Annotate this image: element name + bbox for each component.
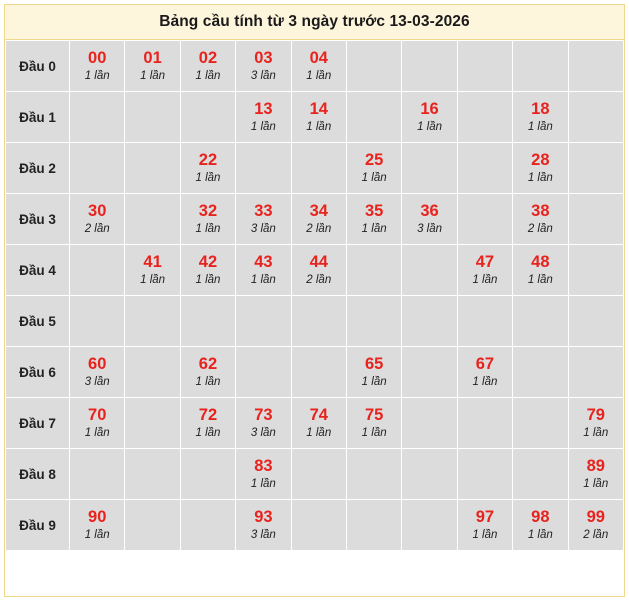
cell-count: 1 lần xyxy=(472,375,498,388)
cell-r8-c6 xyxy=(402,449,457,500)
cell-count: 1 lần xyxy=(195,222,221,235)
cell-r4-c2 xyxy=(180,245,235,296)
cell-r4-c0 xyxy=(70,245,125,296)
cell-r7-c9 xyxy=(568,398,623,449)
cell-r8-c5 xyxy=(346,449,401,500)
cell-r5-c7 xyxy=(457,296,512,347)
cell-r9-c4 xyxy=(291,500,346,551)
cell-r1-c1 xyxy=(125,92,180,143)
cell-count: 1 lần xyxy=(472,528,498,541)
cell-r2-c8 xyxy=(513,143,568,194)
cell-number: 16 xyxy=(420,99,439,118)
row-header-2: Đầu 2 xyxy=(6,143,70,194)
cell-number: 28 xyxy=(531,150,550,169)
cell-r3-c7 xyxy=(457,194,512,245)
cell-r7-c1 xyxy=(125,398,180,449)
cell-number: 35 xyxy=(364,201,384,220)
cell-number: 74 xyxy=(309,405,328,424)
cell-number: 36 xyxy=(420,201,439,220)
cell-r6-c1 xyxy=(125,347,180,398)
cell-r5-c8 xyxy=(513,296,568,347)
cell-count: 3 lần xyxy=(250,426,276,439)
cell-r0-c5 xyxy=(346,41,401,92)
cell-r9-c9 xyxy=(568,500,623,551)
cell-count: 1 lần xyxy=(306,69,332,82)
cell-r8-c9 xyxy=(568,449,623,500)
cell-number: 04 xyxy=(309,48,328,67)
cell-r2-c7 xyxy=(457,143,512,194)
cell-number: 14 xyxy=(309,99,328,118)
cell-number: 65 xyxy=(364,354,384,373)
cell-r4-c6 xyxy=(402,245,457,296)
cell-number: 32 xyxy=(198,201,218,220)
cell-number: 01 xyxy=(143,48,162,67)
cell-r0-c2 xyxy=(180,41,235,92)
cell-r6-c0 xyxy=(70,347,125,398)
cell-number: 13 xyxy=(254,99,273,118)
cell-r4-c7 xyxy=(457,245,512,296)
cell-r9-c8 xyxy=(513,500,568,551)
cell-r5-c3 xyxy=(236,296,291,347)
cell-r0-c1 xyxy=(125,41,180,92)
cell-r3-c0 xyxy=(70,194,125,245)
cell-count: 1 lần xyxy=(140,273,166,286)
page-title: Bảng cầu tính từ 3 ngày trước 13-03-2026 xyxy=(159,13,470,30)
cell-count: 1 lần xyxy=(361,375,387,388)
cell-count: 1 lần xyxy=(250,120,276,133)
cell-r0-c7 xyxy=(457,41,512,92)
cau-grid-body xyxy=(6,41,624,551)
cell-r7-c4 xyxy=(291,398,346,449)
cell-r5-c1 xyxy=(125,296,180,347)
row-header-4: Đầu 4 xyxy=(6,245,70,296)
cell-r5-c2 xyxy=(180,296,235,347)
cell-count: 1 lần xyxy=(140,69,166,82)
cell-r6-c6 xyxy=(402,347,457,398)
cell-count: 1 lần xyxy=(250,477,276,490)
cell-r1-c9 xyxy=(568,92,623,143)
cell-number: 99 xyxy=(586,507,605,526)
cell-r3-c2 xyxy=(180,194,235,245)
cell-number: 25 xyxy=(364,150,384,169)
cell-count: 3 lần xyxy=(417,222,442,235)
table-row xyxy=(6,347,624,398)
table-row xyxy=(6,92,624,143)
cell-r6-c5 xyxy=(346,347,401,398)
cell-r4-c8 xyxy=(513,245,568,296)
cell-count: 1 lần xyxy=(195,273,221,286)
cell-r4-c9 xyxy=(568,245,623,296)
cell-r6-c9 xyxy=(568,347,623,398)
cell-number: 67 xyxy=(475,354,495,373)
cell-r1-c3 xyxy=(236,92,291,143)
cell-r2-c2 xyxy=(180,143,235,194)
cell-r5-c4 xyxy=(291,296,346,347)
cau-table-container xyxy=(4,4,625,597)
cell-r9-c0 xyxy=(70,500,125,551)
cell-number: 42 xyxy=(198,252,218,271)
cell-number: 22 xyxy=(198,150,218,169)
cell-number: 30 xyxy=(88,201,107,220)
cell-number: 79 xyxy=(586,405,605,424)
cell-r9-c1 xyxy=(125,500,180,551)
cell-r4-c1 xyxy=(125,245,180,296)
row-header-5: Đầu 5 xyxy=(6,296,70,347)
cell-number: 33 xyxy=(254,201,273,220)
cell-count: 2 lần xyxy=(583,528,609,541)
cell-number: 60 xyxy=(88,354,107,373)
cell-r9-c5 xyxy=(346,500,401,551)
cell-r5-c5 xyxy=(346,296,401,347)
cell-count: 3 lần xyxy=(84,375,110,388)
cell-number: 00 xyxy=(88,48,107,67)
row-header-7: Đầu 7 xyxy=(6,398,70,449)
cell-number: 93 xyxy=(254,507,273,526)
cell-count: 1 lần xyxy=(527,171,553,184)
cell-count: 1 lần xyxy=(306,120,332,133)
cell-number: 89 xyxy=(586,456,605,475)
cell-number: 98 xyxy=(531,507,550,526)
row-header-8: Đầu 8 xyxy=(6,449,70,500)
cell-number: 38 xyxy=(531,201,550,220)
table-row xyxy=(6,194,624,245)
cell-r3-c8 xyxy=(513,194,568,245)
cell-count: 3 lần xyxy=(250,69,276,82)
cell-count: 1 lần xyxy=(417,120,442,133)
row-header-1: Đầu 1 xyxy=(6,92,70,143)
cell-r1-c5 xyxy=(346,92,401,143)
cell-r0-c9 xyxy=(568,41,623,92)
cell-number: 47 xyxy=(475,252,495,271)
cell-number: 75 xyxy=(364,405,384,424)
cell-r4-c3 xyxy=(236,245,291,296)
cell-r1-c4 xyxy=(291,92,346,143)
cell-number: 18 xyxy=(531,99,550,118)
cell-number: 70 xyxy=(88,405,107,424)
cell-count: 1 lần xyxy=(84,426,110,439)
cell-r4-c5 xyxy=(346,245,401,296)
table-row xyxy=(6,449,624,500)
cell-r2-c6 xyxy=(402,143,457,194)
cell-r1-c8 xyxy=(513,92,568,143)
cell-r2-c4 xyxy=(291,143,346,194)
cell-r7-c6 xyxy=(402,398,457,449)
cell-count: 1 lần xyxy=(250,273,276,286)
cell-r3-c6 xyxy=(402,194,457,245)
cau-grid xyxy=(5,40,624,551)
cell-r2-c5 xyxy=(346,143,401,194)
cell-r9-c2 xyxy=(180,500,235,551)
cell-r8-c2 xyxy=(180,449,235,500)
cell-count: 1 lần xyxy=(527,528,553,541)
cell-count: 2 lần xyxy=(527,222,553,235)
cell-count: 1 lần xyxy=(195,69,221,82)
row-header-9: Đầu 9 xyxy=(6,500,70,551)
cell-r0-c6 xyxy=(402,41,457,92)
cell-count: 1 lần xyxy=(583,426,609,439)
cell-count: 2 lần xyxy=(84,222,110,235)
cell-r4-c4 xyxy=(291,245,346,296)
cell-r2-c9 xyxy=(568,143,623,194)
cell-r2-c0 xyxy=(70,143,125,194)
cell-number: 43 xyxy=(254,252,273,271)
cell-number: 34 xyxy=(309,201,328,220)
cell-number: 90 xyxy=(88,507,107,526)
cell-number: 44 xyxy=(309,252,328,271)
cell-count: 1 lần xyxy=(361,222,387,235)
cell-number: 73 xyxy=(254,405,273,424)
cell-count: 1 lần xyxy=(306,426,332,439)
cell-r6-c3 xyxy=(236,347,291,398)
table-row xyxy=(6,500,624,551)
cell-r0-c0 xyxy=(70,41,125,92)
cell-number: 62 xyxy=(198,354,218,373)
cell-r7-c3 xyxy=(236,398,291,449)
cell-r3-c3 xyxy=(236,194,291,245)
cell-r2-c3 xyxy=(236,143,291,194)
cell-count: 1 lần xyxy=(583,477,609,490)
cell-count: 1 lần xyxy=(195,171,221,184)
cell-r1-c0 xyxy=(70,92,125,143)
cell-r0-c3 xyxy=(236,41,291,92)
row-header-0: Đầu 0 xyxy=(6,41,70,92)
cell-count: 1 lần xyxy=(195,426,221,439)
row-header-3: Đầu 3 xyxy=(6,194,70,245)
cell-r7-c2 xyxy=(180,398,235,449)
cell-count: 1 lần xyxy=(84,528,110,541)
cell-r8-c3 xyxy=(236,449,291,500)
cell-r6-c2 xyxy=(180,347,235,398)
cell-count: 3 lần xyxy=(250,528,276,541)
cell-number: 48 xyxy=(531,252,550,271)
cell-r1-c2 xyxy=(180,92,235,143)
cell-r3-c9 xyxy=(568,194,623,245)
cell-count: 1 lần xyxy=(195,375,221,388)
table-row xyxy=(6,143,624,194)
cell-count: 3 lần xyxy=(250,222,276,235)
cell-r5-c0 xyxy=(70,296,125,347)
table-row xyxy=(6,398,624,449)
cell-r8-c0 xyxy=(70,449,125,500)
cell-count: 2 lần xyxy=(306,273,332,286)
cell-r7-c7 xyxy=(457,398,512,449)
cell-number: 02 xyxy=(198,48,218,67)
cell-r8-c8 xyxy=(513,449,568,500)
cell-r3-c1 xyxy=(125,194,180,245)
table-row xyxy=(6,296,624,347)
cell-r3-c4 xyxy=(291,194,346,245)
cell-r1-c6 xyxy=(402,92,457,143)
row-header-6: Đầu 6 xyxy=(6,347,70,398)
cell-r7-c0 xyxy=(70,398,125,449)
cell-count: 1 lần xyxy=(361,426,387,439)
cell-count: 1 lần xyxy=(84,69,110,82)
cell-r2-c1 xyxy=(125,143,180,194)
cell-count: 1 lần xyxy=(472,273,498,286)
cell-r0-c4 xyxy=(291,41,346,92)
cell-r9-c7 xyxy=(457,500,512,551)
cell-number: 72 xyxy=(198,405,218,424)
cell-count: 2 lần xyxy=(306,222,332,235)
cell-number: 97 xyxy=(475,507,495,526)
cell-count: 1 lần xyxy=(361,171,387,184)
cell-number: 83 xyxy=(254,456,273,475)
cell-r9-c3 xyxy=(236,500,291,551)
table-title-bar xyxy=(5,5,624,40)
cell-r0-c8 xyxy=(513,41,568,92)
cell-r3-c5 xyxy=(346,194,401,245)
cell-r8-c7 xyxy=(457,449,512,500)
cell-r8-c1 xyxy=(125,449,180,500)
table-row xyxy=(6,41,624,92)
cell-r7-c8 xyxy=(513,398,568,449)
cell-number: 03 xyxy=(254,48,273,67)
cell-r6-c8 xyxy=(513,347,568,398)
cell-r6-c7 xyxy=(457,347,512,398)
cell-r5-c9 xyxy=(568,296,623,347)
table-row xyxy=(6,245,624,296)
cell-r8-c4 xyxy=(291,449,346,500)
cell-r5-c6 xyxy=(402,296,457,347)
cell-r9-c6 xyxy=(402,500,457,551)
cell-count: 1 lần xyxy=(527,120,553,133)
cell-number: 41 xyxy=(143,252,162,271)
cell-r7-c5 xyxy=(346,398,401,449)
cell-r6-c4 xyxy=(291,347,346,398)
cell-r1-c7 xyxy=(457,92,512,143)
cell-count: 1 lần xyxy=(527,273,553,286)
